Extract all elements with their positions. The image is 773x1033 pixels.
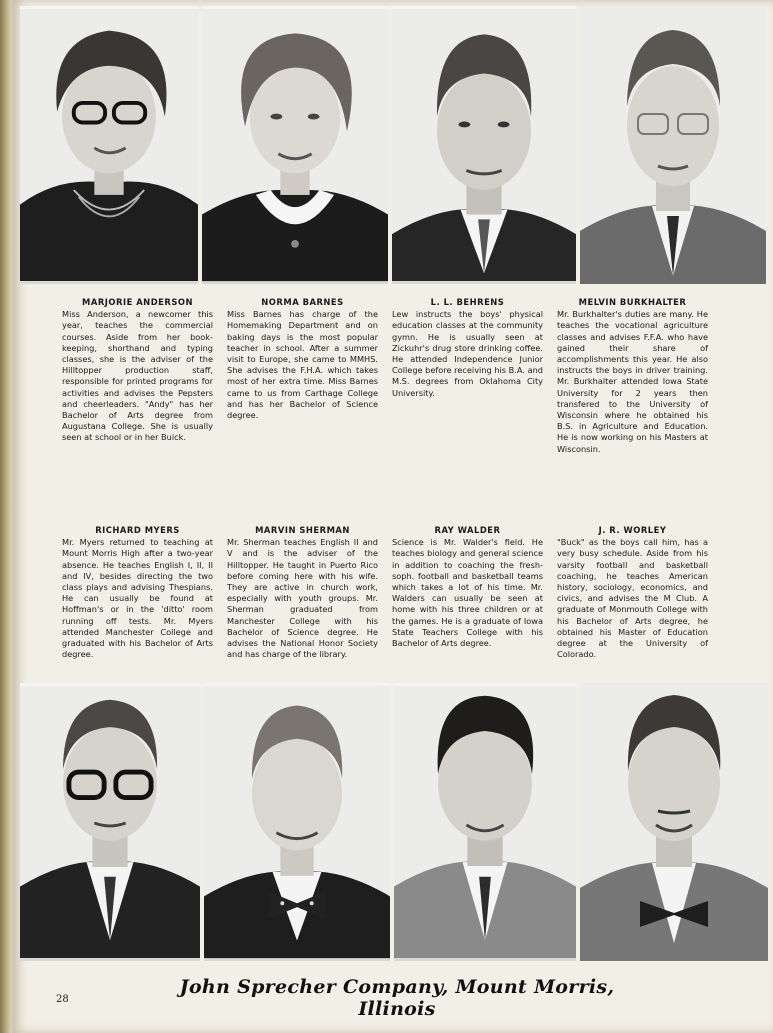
bio-walder xyxy=(392,525,557,660)
teacher-name: MELVIN BURKHALTER xyxy=(578,297,687,307)
teacher-bio: Science is Mr. Walder's field. He teaches biology and general science in addition to coaching the fresh-soph. football and basketball teams which takes a lot of his time. Mr. Walders can usually be seen at home with his three children or at the games. He is a graduate of Iowa State Teachers College with his Bachelor of Arts degree. xyxy=(392,537,543,649)
portrait-worley xyxy=(580,683,768,961)
publisher-credit: John Sprecher Company, Mount Morris, Illinois xyxy=(179,976,615,1020)
teacher-bio: Mr. Burkhalter's duties are many. He teaches the vocational agriculture classes and advises F.F.A. who have gained their share of accomplishments this year. He also instructs the boys in driver training. Mr. Burkhalter attended Iowa State University for 2 years then transfered to the University of Wisconsin where he obtained his B.S. in Agriculture and Education. He is now working on his Masters at Wisconsin. xyxy=(557,309,708,454)
teacher-bio: Miss Barnes has charge of the Homemaking Department and on baking days is the most popular teacher in school. After a summer visit to Europe, she came to MMHS. She advises the F.H.A. which takes most of her extra time. Miss Barnes came to us from Carthage College and has her Bachelor of Science degree. xyxy=(227,309,378,421)
portrait-burkhalter xyxy=(580,6,766,284)
portrait-barnes xyxy=(202,6,392,284)
portrait-myers xyxy=(20,683,204,961)
teacher-bio: Mr. Sherman teaches English II and V and is the adviser of the Hilltopper. He taught in Puerto Rico before coming here with his wife. They are active in church work, especially with youth groups. Mr. Sherman graduated from Manchester College with his Bachelor of Science degree. He advises the National Honor Society and has charge of the library. xyxy=(227,537,378,660)
page-number: 28 xyxy=(56,994,69,1005)
yearbook-page xyxy=(12,0,773,1033)
bio-burkhalter xyxy=(557,297,722,455)
portrait-sherman xyxy=(204,683,394,961)
teacher-bio: Miss Anderson, a newcomer this year, teaches the commercial courses. Aside from her book-keeping, shorthand and typing classes, she is the adviser of the Hilltopper production staff, responsible for printed programs for activities and advises the Pepsters and cheerleaders. "Andy" has her Bachelor of Arts degree from Augustana College. She is usually seen at school or in her Buick. xyxy=(62,309,213,443)
teacher-bio: Lew instructs the boys' physical education classes at the community gymn. He is usually seen at Zickuhr's drug store drinking coffee. He attended Independence Junior College before receiving his B.A. and M.S. degrees from Oklahoma City University. xyxy=(392,309,543,398)
portrait-anderson xyxy=(20,6,202,284)
top-photo-row xyxy=(20,6,768,284)
teacher-name: J. R. WORLEY xyxy=(598,525,667,535)
bio-behrens xyxy=(392,297,557,455)
portrait-behrens xyxy=(392,6,580,284)
teacher-name: NORMA BARNES xyxy=(261,297,344,307)
bottom-bios-row xyxy=(62,525,722,660)
teacher-name: RICHARD MYERS xyxy=(95,525,180,535)
bio-sherman xyxy=(227,525,392,660)
bio-myers xyxy=(62,525,227,660)
top-bios-row xyxy=(62,297,722,455)
teacher-bio: "Buck" as the boys call him, has a very busy schedule. Aside from his varsity football and basketball coaching, he teaches American history, sociology, economics, and civics, and advises the M Club. A graduate of Monmouth College with his Bachelor of Arts degree, he obtained his Master of Education degree at the University of Colorado. xyxy=(557,537,708,660)
teacher-bio: Mr. Myers returned to teaching at Mount Morris High after a two-year absence. He teaches English I, II, II and IV, besides directing the two class plays and advising Thespians. He can usually be found at Hoffman's or in the 'ditto' room running off tests. Mr. Myers attended Manchester College and graduated with his Bachelor of Arts degree. xyxy=(62,537,213,660)
bio-barnes xyxy=(227,297,392,455)
bio-worley xyxy=(557,525,722,660)
teacher-name: L. L. BEHRENS xyxy=(430,297,505,307)
portrait-walder xyxy=(394,683,580,961)
teacher-name: MARJORIE ANDERSON xyxy=(82,297,193,307)
teacher-name: MARVIN SHERMAN xyxy=(255,525,350,535)
bottom-photo-row xyxy=(20,683,768,961)
page-footer xyxy=(12,968,773,1018)
teacher-name: RAY WALDER xyxy=(434,525,501,535)
bio-anderson xyxy=(62,297,227,455)
